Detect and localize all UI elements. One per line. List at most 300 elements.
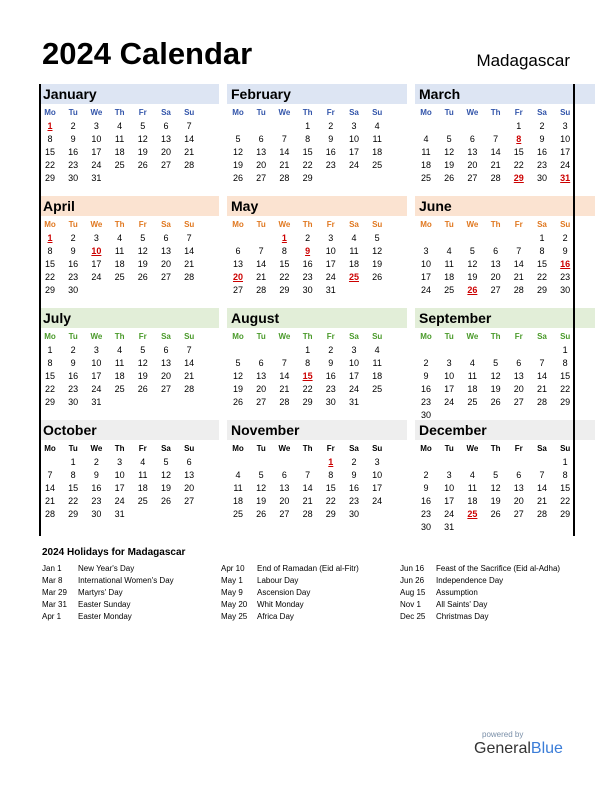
day-cell: 6	[258, 358, 264, 368]
weekday-label: Tu	[256, 332, 266, 341]
day-cell: 17	[560, 147, 571, 157]
day-cell: 2	[423, 470, 429, 480]
weekday-label: Su	[560, 108, 571, 117]
day-cell: 8	[281, 246, 287, 256]
day-cell: 22	[560, 496, 571, 506]
day-cell: 12	[256, 483, 267, 493]
day-cell: 13	[490, 259, 501, 269]
day-cell: 16	[68, 371, 79, 381]
day-cell: 5	[140, 345, 146, 355]
day-cell: 12	[137, 246, 148, 256]
day-cell: 20	[160, 147, 171, 157]
holiday-row	[221, 563, 359, 575]
holiday-row	[42, 563, 174, 575]
day-cell: 10	[372, 470, 383, 480]
day-cell: 24	[91, 384, 102, 394]
holiday-day-cell: 15	[302, 371, 313, 381]
day-cell: 14	[513, 259, 524, 269]
day-cell: 10	[348, 134, 359, 144]
month-october	[39, 420, 219, 532]
country-name: Madagascar	[476, 51, 570, 70]
day-cell: 12	[160, 470, 171, 480]
day-cell: 13	[279, 483, 290, 493]
weekday-label: Su	[372, 332, 383, 341]
day-cell: 24	[91, 272, 102, 282]
weekday-label: Mo	[44, 444, 56, 453]
day-cell: 24	[114, 496, 125, 506]
holiday-day-cell: 8	[516, 134, 522, 144]
weekday-label: Th	[114, 220, 125, 229]
day-cell: 8	[562, 358, 568, 368]
brand-logo[interactable]	[474, 740, 563, 758]
day-cell: 1	[47, 345, 53, 355]
day-cell: 15	[44, 147, 55, 157]
day-cell: 4	[235, 470, 241, 480]
day-cell: 26	[160, 496, 171, 506]
day-cell: 3	[93, 345, 99, 355]
day-cell: 28	[184, 384, 195, 394]
day-cell: 24	[348, 160, 359, 170]
day-cell: 27	[513, 509, 524, 519]
day-cell: 28	[279, 397, 290, 407]
day-cell: 19	[372, 259, 383, 269]
day-cell: 9	[351, 470, 357, 480]
day-cell: 18	[137, 483, 148, 493]
day-cell: 9	[70, 246, 76, 256]
day-cell: 7	[539, 358, 545, 368]
month-name: January	[43, 86, 97, 102]
day-cell: 15	[513, 147, 524, 157]
page-title: 2024 Calendar	[42, 36, 253, 71]
holiday-date: May 25	[221, 612, 248, 621]
holiday-row	[400, 575, 566, 587]
day-cell: 1	[305, 121, 311, 131]
day-cell: 21	[302, 496, 313, 506]
holiday-name: Africa Day	[257, 612, 294, 621]
day-cell: 31	[348, 397, 359, 407]
holiday-day-cell: 29	[513, 173, 524, 183]
month-header	[227, 196, 407, 216]
month-header	[415, 84, 595, 104]
holiday-date: Apr 10	[221, 564, 245, 573]
holiday-name: Feast of the Sacrifice (Eid al-Adha)	[436, 564, 561, 573]
day-cell: 17	[91, 147, 102, 157]
day-cell: 3	[351, 345, 357, 355]
day-cell: 15	[325, 483, 336, 493]
month-name: February	[231, 86, 291, 102]
day-cell: 18	[372, 147, 383, 157]
day-cell: 13	[184, 470, 195, 480]
day-cell: 13	[467, 147, 478, 157]
day-cell: 19	[256, 496, 267, 506]
holiday-row	[400, 599, 566, 611]
day-cell: 11	[114, 246, 125, 256]
day-cell: 9	[93, 470, 99, 480]
day-cell: 6	[163, 121, 169, 131]
day-cell: 8	[47, 134, 53, 144]
day-cell: 22	[536, 272, 547, 282]
day-cell: 14	[536, 371, 547, 381]
day-cell: 3	[328, 233, 334, 243]
day-cell: 3	[423, 246, 429, 256]
day-cell: 10	[420, 259, 431, 269]
weekday-label: Sa	[161, 332, 171, 341]
day-cell: 30	[302, 285, 313, 295]
holiday-row	[42, 611, 174, 623]
day-cell: 29	[560, 397, 571, 407]
holiday-name: Easter Monday	[78, 612, 132, 621]
day-cell: 26	[137, 272, 148, 282]
holiday-name: Labour Day	[257, 576, 299, 585]
day-cell: 29	[302, 173, 313, 183]
weekday-label: Sa	[349, 332, 359, 341]
day-cell: 9	[328, 358, 334, 368]
day-cell: 29	[279, 285, 290, 295]
holiday-row	[42, 575, 174, 587]
holiday-name: Ascension Day	[257, 588, 311, 597]
day-cell: 14	[302, 483, 313, 493]
day-cell: 30	[560, 285, 571, 295]
day-cell: 24	[325, 272, 336, 282]
weekday-label: We	[90, 108, 103, 117]
day-cell: 18	[114, 259, 125, 269]
holiday-name: All Saints' Day	[436, 600, 488, 609]
day-cell: 31	[91, 397, 102, 407]
day-cell: 25	[444, 285, 455, 295]
day-cell: 24	[444, 509, 455, 519]
day-cell: 2	[328, 345, 334, 355]
day-cell: 19	[490, 384, 501, 394]
day-cell: 21	[513, 272, 524, 282]
day-cell: 15	[68, 483, 79, 493]
weekday-label: Th	[302, 220, 313, 229]
day-cell: 11	[233, 483, 243, 493]
month-header	[39, 196, 219, 216]
day-cell: 17	[114, 483, 125, 493]
day-cell: 11	[349, 246, 359, 256]
day-cell: 12	[467, 259, 478, 269]
day-cell: 21	[279, 160, 290, 170]
day-cell: 1	[70, 457, 76, 467]
weekday-label: We	[278, 444, 291, 453]
day-cell: 2	[562, 233, 568, 243]
day-cell: 2	[423, 358, 429, 368]
weekday-label: Mo	[232, 444, 244, 453]
day-cell: 24	[372, 496, 383, 506]
day-cell: 11	[444, 259, 454, 269]
weekday-label: Tu	[444, 332, 454, 341]
day-cell: 22	[44, 272, 55, 282]
holiday-name: Independence Day	[436, 576, 504, 585]
day-cell: 21	[184, 371, 195, 381]
month-december	[415, 420, 595, 532]
holiday-day-cell: 1	[47, 121, 53, 131]
day-cell: 28	[536, 397, 547, 407]
day-cell: 8	[562, 470, 568, 480]
day-cell: 2	[351, 457, 357, 467]
weekday-label: Mo	[232, 332, 244, 341]
weekday-label: Fr	[138, 332, 147, 341]
day-cell: 20	[184, 483, 195, 493]
weekday-label: Th	[302, 444, 313, 453]
day-cell: 20	[160, 371, 171, 381]
day-cell: 19	[137, 259, 148, 269]
day-cell: 1	[516, 121, 522, 131]
weekday-label: Su	[560, 332, 571, 341]
day-cell: 29	[44, 173, 55, 183]
day-cell: 30	[68, 173, 79, 183]
day-cell: 3	[351, 121, 357, 131]
day-cell: 23	[325, 384, 336, 394]
day-cell: 7	[493, 134, 499, 144]
day-cell: 31	[114, 509, 125, 519]
weekday-label: Tu	[444, 444, 454, 453]
day-cell: 22	[302, 160, 313, 170]
holiday-date: Mar 29	[42, 588, 67, 597]
day-cell: 4	[117, 345, 123, 355]
day-cell: 5	[374, 233, 380, 243]
weekday-label: Fr	[514, 444, 523, 453]
day-cell: 10	[444, 483, 455, 493]
day-cell: 21	[490, 160, 501, 170]
day-cell: 10	[348, 358, 359, 368]
day-cell: 25	[372, 384, 383, 394]
day-cell: 28	[44, 509, 55, 519]
day-cell: 19	[444, 160, 455, 170]
holiday-name: Whit Monday	[257, 600, 304, 609]
day-cell: 3	[446, 358, 452, 368]
holiday-day-cell: 1	[328, 457, 334, 467]
day-cell: 19	[232, 160, 243, 170]
day-cell: 20	[513, 384, 524, 394]
day-cell: 30	[68, 397, 79, 407]
day-cell: 18	[348, 259, 359, 269]
weekday-label: Tu	[68, 220, 78, 229]
day-cell: 13	[160, 358, 171, 368]
month-name: March	[419, 86, 461, 102]
weekday-label: Su	[184, 332, 195, 341]
left-border-line	[39, 84, 41, 536]
holiday-row	[221, 587, 359, 599]
day-cell: 10	[444, 371, 455, 381]
holiday-day-cell: 1	[47, 233, 53, 243]
day-cell: 26	[444, 173, 455, 183]
holiday-date: Aug 15	[400, 588, 426, 597]
day-cell: 7	[47, 470, 53, 480]
weekday-label: Mo	[420, 108, 432, 117]
weekday-label: Su	[560, 444, 571, 453]
weekday-label: Tu	[68, 332, 78, 341]
month-header	[227, 308, 407, 328]
day-cell: 5	[258, 470, 264, 480]
day-cell: 5	[235, 134, 241, 144]
weekday-label: Sa	[161, 220, 171, 229]
day-cell: 20	[513, 496, 524, 506]
day-cell: 26	[372, 272, 383, 282]
day-cell: 29	[560, 509, 571, 519]
day-cell: 17	[325, 259, 336, 269]
holiday-column	[400, 563, 566, 623]
day-cell: 12	[490, 371, 501, 381]
weekday-label: Sa	[161, 444, 171, 453]
day-cell: 28	[184, 272, 195, 282]
day-cell: 14	[279, 147, 290, 157]
day-cell: 23	[68, 160, 79, 170]
day-cell: 28	[184, 160, 195, 170]
month-name: August	[231, 310, 280, 326]
day-cell: 20	[467, 160, 478, 170]
day-cell: 24	[560, 160, 571, 170]
day-cell: 15	[279, 259, 290, 269]
day-cell: 20	[279, 496, 290, 506]
day-cell: 4	[117, 121, 123, 131]
day-cell: 4	[140, 457, 146, 467]
holiday-day-cell: 9	[305, 246, 311, 256]
weekday-label: We	[466, 332, 479, 341]
day-cell: 5	[493, 358, 499, 368]
holiday-date: May 1	[221, 576, 243, 585]
month-name: May	[231, 198, 259, 214]
day-cell: 17	[372, 483, 383, 493]
day-cell: 11	[467, 483, 478, 493]
day-cell: 25	[137, 496, 148, 506]
day-cell: 24	[348, 384, 359, 394]
weekday-label: Tu	[256, 220, 266, 229]
day-cell: 2	[93, 457, 99, 467]
holiday-date: Apr 1	[42, 612, 62, 621]
day-cell: 13	[513, 371, 524, 381]
day-cell: 16	[68, 147, 79, 157]
day-cell: 11	[372, 358, 382, 368]
day-cell: 4	[117, 233, 123, 243]
day-cell: 6	[516, 358, 522, 368]
day-cell: 2	[305, 233, 311, 243]
month-june	[415, 196, 595, 308]
day-cell: 26	[232, 397, 243, 407]
weekday-label: Su	[560, 220, 571, 229]
day-cell: 5	[469, 246, 475, 256]
day-cell: 15	[536, 259, 547, 269]
weekday-label: Sa	[537, 444, 547, 453]
holiday-date: Dec 25	[400, 612, 426, 621]
day-cell: 23	[348, 496, 359, 506]
day-cell: 25	[420, 173, 431, 183]
weekday-label: Th	[114, 332, 125, 341]
day-cell: 16	[536, 147, 547, 157]
day-cell: 22	[513, 160, 524, 170]
day-cell: 22	[302, 384, 313, 394]
holiday-name: End of Ramadan (Eid al-Fitr)	[257, 564, 359, 573]
day-cell: 29	[44, 285, 55, 295]
day-cell: 10	[325, 246, 336, 256]
weekday-label: Sa	[349, 220, 359, 229]
day-cell: 24	[420, 285, 431, 295]
weekday-label: Mo	[44, 108, 56, 117]
day-cell: 31	[91, 173, 102, 183]
holiday-date: May 9	[221, 588, 243, 597]
day-cell: 21	[536, 496, 547, 506]
day-cell: 12	[372, 246, 383, 256]
weekday-label: Tu	[256, 444, 266, 453]
month-header	[415, 308, 595, 328]
holiday-name: New Year's Day	[78, 564, 135, 573]
day-cell: 17	[91, 259, 102, 269]
day-cell: 22	[68, 496, 79, 506]
day-cell: 14	[279, 371, 290, 381]
day-cell: 7	[281, 358, 287, 368]
day-cell: 7	[186, 121, 192, 131]
day-cell: 5	[235, 358, 241, 368]
weekday-label: Sa	[349, 108, 359, 117]
weekday-label: Th	[490, 220, 501, 229]
powered-by-text: powered by	[482, 730, 524, 739]
weekday-label: We	[90, 332, 103, 341]
day-cell: 21	[184, 147, 195, 157]
day-cell: 26	[137, 384, 148, 394]
day-cell: 23	[325, 160, 336, 170]
holiday-row	[42, 587, 174, 599]
weekday-label: Sa	[349, 444, 359, 453]
day-cell: 7	[305, 470, 311, 480]
day-cell: 5	[446, 134, 452, 144]
day-cell: 18	[114, 147, 125, 157]
day-cell: 28	[490, 173, 501, 183]
day-cell: 17	[444, 384, 455, 394]
day-cell: 2	[539, 121, 545, 131]
day-cell: 23	[68, 272, 79, 282]
day-cell: 11	[138, 470, 148, 480]
day-cell: 28	[513, 285, 524, 295]
day-cell: 18	[444, 272, 455, 282]
day-cell: 11	[467, 371, 478, 381]
day-cell: 14	[536, 483, 547, 493]
day-cell: 23	[560, 272, 571, 282]
day-cell: 14	[184, 358, 195, 368]
day-cell: 28	[279, 173, 290, 183]
day-cell: 2	[70, 345, 76, 355]
weekday-label: Th	[490, 332, 501, 341]
day-cell: 8	[539, 246, 545, 256]
day-cell: 23	[420, 397, 431, 407]
day-cell: 7	[186, 345, 192, 355]
weekday-label: Fr	[514, 332, 523, 341]
holiday-date: Mar 8	[42, 576, 63, 585]
day-cell: 11	[421, 147, 431, 157]
day-cell: 27	[490, 285, 501, 295]
weekday-label: We	[90, 220, 103, 229]
day-cell: 9	[70, 134, 76, 144]
day-cell: 12	[490, 483, 501, 493]
day-cell: 10	[114, 470, 125, 480]
day-cell: 16	[420, 384, 431, 394]
day-cell: 20	[490, 272, 501, 282]
day-cell: 27	[256, 397, 267, 407]
holiday-name: Easter Sunday	[78, 600, 131, 609]
month-april	[39, 196, 219, 308]
day-cell: 25	[232, 509, 243, 519]
day-cell: 14	[490, 147, 501, 157]
weekday-label: Fr	[326, 108, 335, 117]
day-cell: 9	[70, 358, 76, 368]
holiday-day-cell: 10	[91, 246, 102, 256]
day-cell: 3	[374, 457, 380, 467]
weekday-label: Tu	[68, 444, 78, 453]
day-cell: 27	[256, 173, 267, 183]
day-cell: 12	[232, 147, 243, 157]
day-cell: 3	[117, 457, 123, 467]
month-march	[415, 84, 595, 196]
day-cell: 6	[469, 134, 475, 144]
